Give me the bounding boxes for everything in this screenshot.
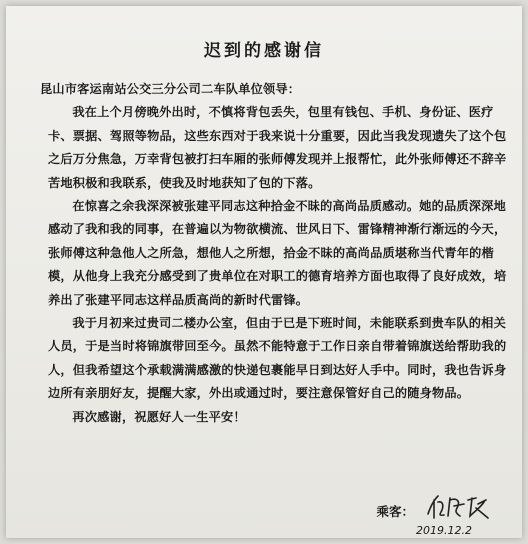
letter-date: 2019.12.2 [416, 524, 472, 537]
letter-paragraph-2: 在惊喜之余我深深被张建平同志这种拾金不昧的高尚品质感动。她的品质深深地感动了我和我的同事，在普遍以为物欲横流、世风日下、雷锋精神渐行渐远的今天，张师傅这种急他人之所急，想他人之所想，拾金不昧的高尚品质堪称当代青年的楷模，从他身上我充分感受到了贵单位在对职工的德育培养方面也取得了良好成效，培养出了张建平同志这样品质高尚的新时代雷锋。 [48, 199, 507, 307]
letter-body [40, 78, 518, 429]
letter-sheet [6, 6, 522, 538]
sign-label: 乘客： [376, 504, 414, 519]
letter-paragraph-1: 我在上个月傍晚外出时，不慎将背包丢失，包里有钱包、手机、身份证、医疗卡、票据、驾照等物品，这些东西对于我来说十分重要，因此当我发现遗失了这个包之后万分焦急，万幸背包被打扫车厢的张师傅发现并上报帮忙，此外张师傅还不辞辛苦地积极和我联系，使我及时地获知了包的下落。 [48, 105, 507, 190]
handwritten-signature [424, 492, 492, 522]
letter-salutation: 昆山市客运南站公交三分公司二车队单位领导： [40, 82, 301, 96]
letter-title: 迟到的感谢信 [204, 41, 324, 61]
letter-paragraph-4: 再次感谢，祝愿好人一生平安！ [72, 409, 246, 424]
letter-paragraph-3: 我于月初来过贵司二楼办公室，但由于已是下班时间，未能联系到贵车队的相关人员，于是当时将锦旗带回至今。虽然不能特意于工作日亲自带着锦旗送给帮助我的人，但我希望这个承载满满感激的快递包裹能早日到达好人手中。同时，我也告诉身边所有亲朋好友，提醒大家，外出或通过时，要注意保管好自己的随身物品。 [48, 316, 507, 401]
